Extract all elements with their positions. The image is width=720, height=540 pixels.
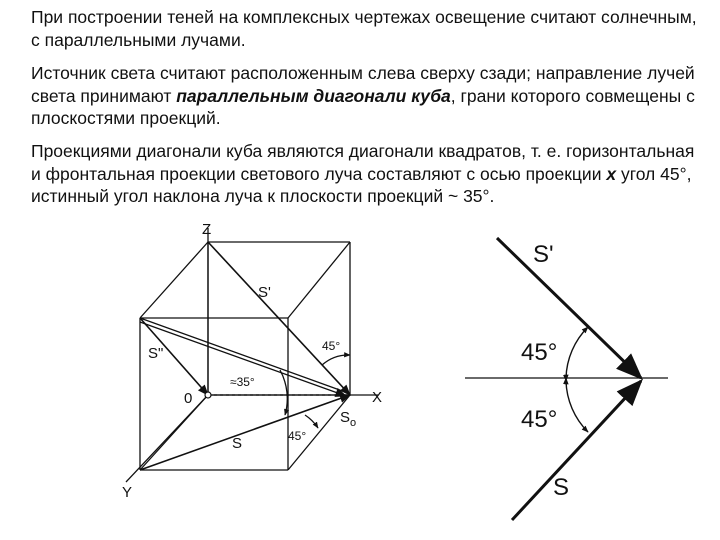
paragraph-light-definition: При построении теней на комплексных чертежах освещение считают солнечным, с параллельными лучами. (31, 7, 697, 50)
label-right-angle-top: 45° (521, 339, 558, 366)
label-right-angle-bottom: 45° (521, 406, 558, 433)
p3-text-after: угол 45°, истинный угол наклона луча к плоскости проекций ~ 35°. (31, 163, 692, 206)
p2-emphasis-diagonal: параллельным диагонали (176, 85, 407, 106)
label-s0 (340, 409, 356, 429)
label-axis-y: Y (122, 484, 133, 501)
p3-axis-x: x (606, 163, 617, 184)
angle-arc-upper (566, 327, 588, 378)
origin-point (205, 392, 211, 398)
p3-text-before: Проекциями диагонали куба являются диагонали квадратов, т. е. горизонтальная и фронтальная проекции светового луча составляют с осью проекции (31, 141, 695, 184)
label-s: S (232, 435, 243, 452)
label-angle-horizontal: 45° (288, 429, 307, 443)
label-s0-main: S (340, 409, 351, 426)
cube-diagram (126, 228, 378, 482)
label-right-s-prime: S' (533, 241, 554, 268)
p2-text-after: , грани которого совмещены с плоскостями проекций. (31, 85, 695, 128)
p2-emphasis-cube: куба (411, 85, 451, 106)
label-angle-front: 45° (322, 339, 341, 353)
angle-arc-lower (566, 381, 588, 432)
label-axis-z: Z (202, 221, 212, 238)
angle-arc-true (280, 370, 287, 415)
angle-arc-horizontal (305, 415, 318, 428)
cube-edge (140, 242, 208, 318)
label-s-double-prime: S" (148, 345, 164, 362)
label-angle-true: ≈35° (230, 375, 255, 389)
p2-text-before: Источник света считают расположенным слева сверху сзади; направление лучей света принимают (31, 63, 695, 106)
ray-lower (512, 381, 641, 520)
label-axis-x: X (372, 389, 383, 406)
label-s0-sub: o (350, 417, 357, 429)
cube-edge (288, 242, 350, 318)
axis-y (126, 395, 208, 482)
label-right-s: S (553, 474, 570, 501)
label-origin: 0 (184, 390, 193, 407)
angle-arc-front (322, 355, 350, 365)
label-s-prime: S' (258, 284, 271, 301)
